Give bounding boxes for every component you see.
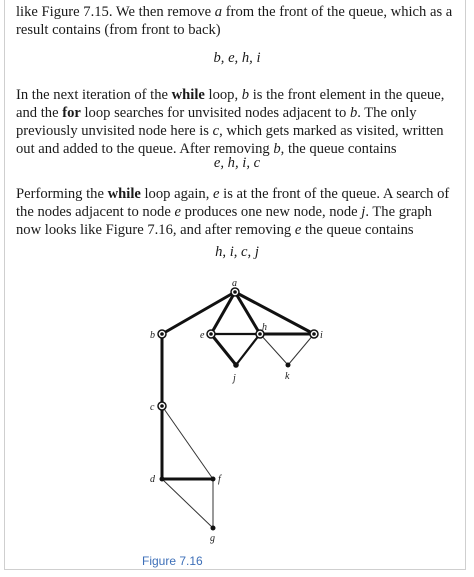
node-label-f: f bbox=[218, 474, 221, 485]
figure-caption: Figure 7.16 bbox=[142, 554, 203, 568]
edge-c-f bbox=[162, 406, 213, 479]
edge-k-i bbox=[288, 334, 314, 365]
paragraph-3: Performing the while loop again, e is at the front of the queue. A search of the nodes adjacent to node e produces one new node, node j. The graph now looks like Figure 7.16, and after removing e the queue contains bbox=[16, 186, 450, 238]
node-label-c: c bbox=[150, 402, 155, 413]
node-label-h: h bbox=[262, 322, 267, 333]
node-k bbox=[286, 363, 291, 368]
node-i bbox=[310, 330, 318, 338]
node-label-a: a bbox=[232, 278, 237, 289]
queue-line-2: e, h, i, c bbox=[213, 155, 261, 171]
edge-d-g bbox=[162, 479, 213, 528]
node-label-g: g bbox=[210, 533, 215, 544]
node-e bbox=[207, 330, 215, 338]
node-label-k: k bbox=[285, 371, 290, 382]
node-a bbox=[231, 288, 239, 296]
edge-h-k bbox=[260, 334, 288, 365]
edge-e-j bbox=[211, 334, 236, 365]
node-c bbox=[158, 402, 166, 410]
node-label-i: i bbox=[320, 330, 323, 341]
node-d bbox=[160, 477, 165, 482]
queue-line-3: h, i, c, j bbox=[215, 244, 259, 260]
node-label-e: e bbox=[200, 330, 205, 341]
paragraph-2: In the next iteration of the while loop, b is the front element in the queue, and the for loop searches for unvisited nodes adjacent to b. The only previously unvisited node here is c, which gets marked as visited, written out and added to the queue. After removing b, the queue contains bbox=[16, 87, 445, 157]
node-f bbox=[211, 477, 216, 482]
node-label-b: b bbox=[150, 330, 155, 341]
node-j bbox=[233, 362, 239, 368]
node-label-j: j bbox=[233, 373, 236, 384]
queue-line-1: b, e, h, i bbox=[213, 50, 261, 66]
edge-h-j bbox=[236, 334, 260, 365]
node-label-d: d bbox=[150, 474, 155, 485]
node-g bbox=[211, 526, 216, 531]
paragraph-1: like Figure 7.15. We then remove a from the front of the queue, which as a result contains (from front to back) bbox=[16, 4, 453, 38]
node-b bbox=[158, 330, 166, 338]
